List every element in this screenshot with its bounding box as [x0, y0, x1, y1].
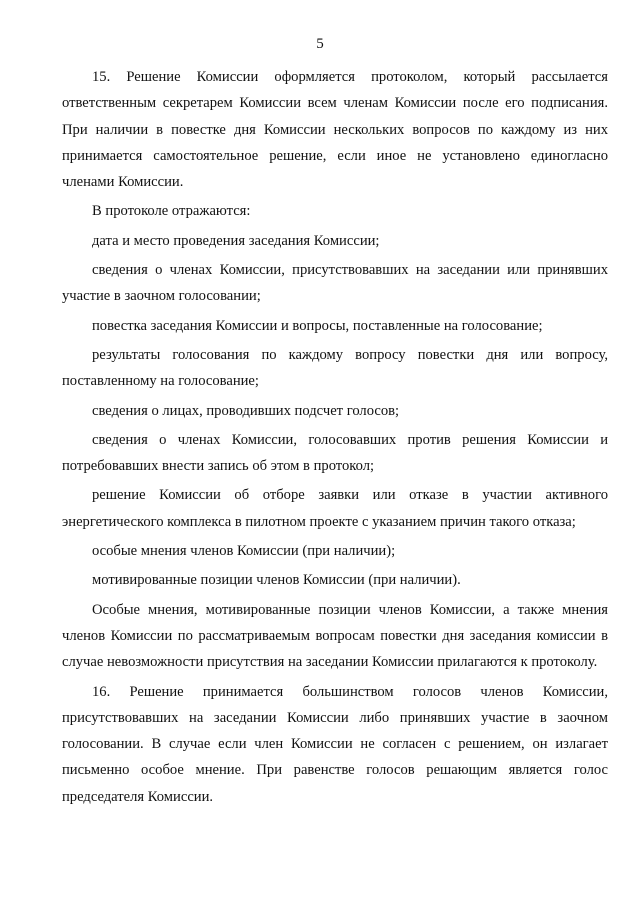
list-item-members-present: сведения о членах Комиссии, присутствовавших на заседании или принявших участие в заочном голосовании; — [62, 262, 608, 305]
page-number: 5 — [316, 36, 324, 52]
list-item-selection-decision: решение Комиссии об отборе заявки или отказе в участии активного энергетического комплекса в пилотном проекте с указанием причин такого отказа; — [62, 487, 608, 530]
list-item-voting-results: результаты голосования по каждому вопросу повестки дня или вопросу, поставленному на голосование; — [62, 346, 608, 390]
list-item-special-opinions: особые мнения членов Комиссии (при наличии); — [92, 543, 396, 560]
list-item-motivated-positions: мотивированные позиции членов Комиссии (при наличии). — [92, 572, 461, 589]
paragraph-clause-15: 15. Решение Комиссии оформляется протоколом, который рассылается ответственным секретарем Комиссии всем членам Комиссии после его подписания. При наличии в повестке дня Комиссии нескольких вопросов по каждому из них принимается самостоятельное решение, если иное не установлено единогласно членами Комиссии. — [62, 69, 608, 191]
paragraph-protocol-contents-intro: В протоколе отражаются: — [92, 203, 251, 220]
list-item-vote-counters: сведения о лицах, проводивших подсчет голосов; — [92, 402, 400, 419]
list-item-agenda: повестка заседания Комиссии и вопросы, поставленные на голосование; — [92, 317, 543, 334]
paragraph-opinions-attached: Особые мнения, мотивированные позиции членов Комиссии, а также мнения членов Комиссии по рассматриваемым вопросам повестки дня заседания комиссии в случае невозможности присутствия на заседании Комиссии прилагаются к протоколу. — [62, 601, 608, 671]
list-item-date-place: дата и место проведения заседания Комиссии; — [92, 232, 380, 249]
document-body — [62, 64, 608, 810]
paragraph-clause-16: 16. Решение принимается большинством голосов членов Комиссии, присутствовавших на заседании Комиссии либо принявших участие в заочном голосовании. В случае если член Комиссии не согласен с решением, он излагает письменно особое мнение. При равенстве голосов решающим является голос председателя Комиссии. — [62, 683, 608, 805]
list-item-members-against: сведения о членах Комиссии, голосовавших против решения Комиссии и потребовавших внести запись об этом в протокол; — [62, 431, 608, 475]
